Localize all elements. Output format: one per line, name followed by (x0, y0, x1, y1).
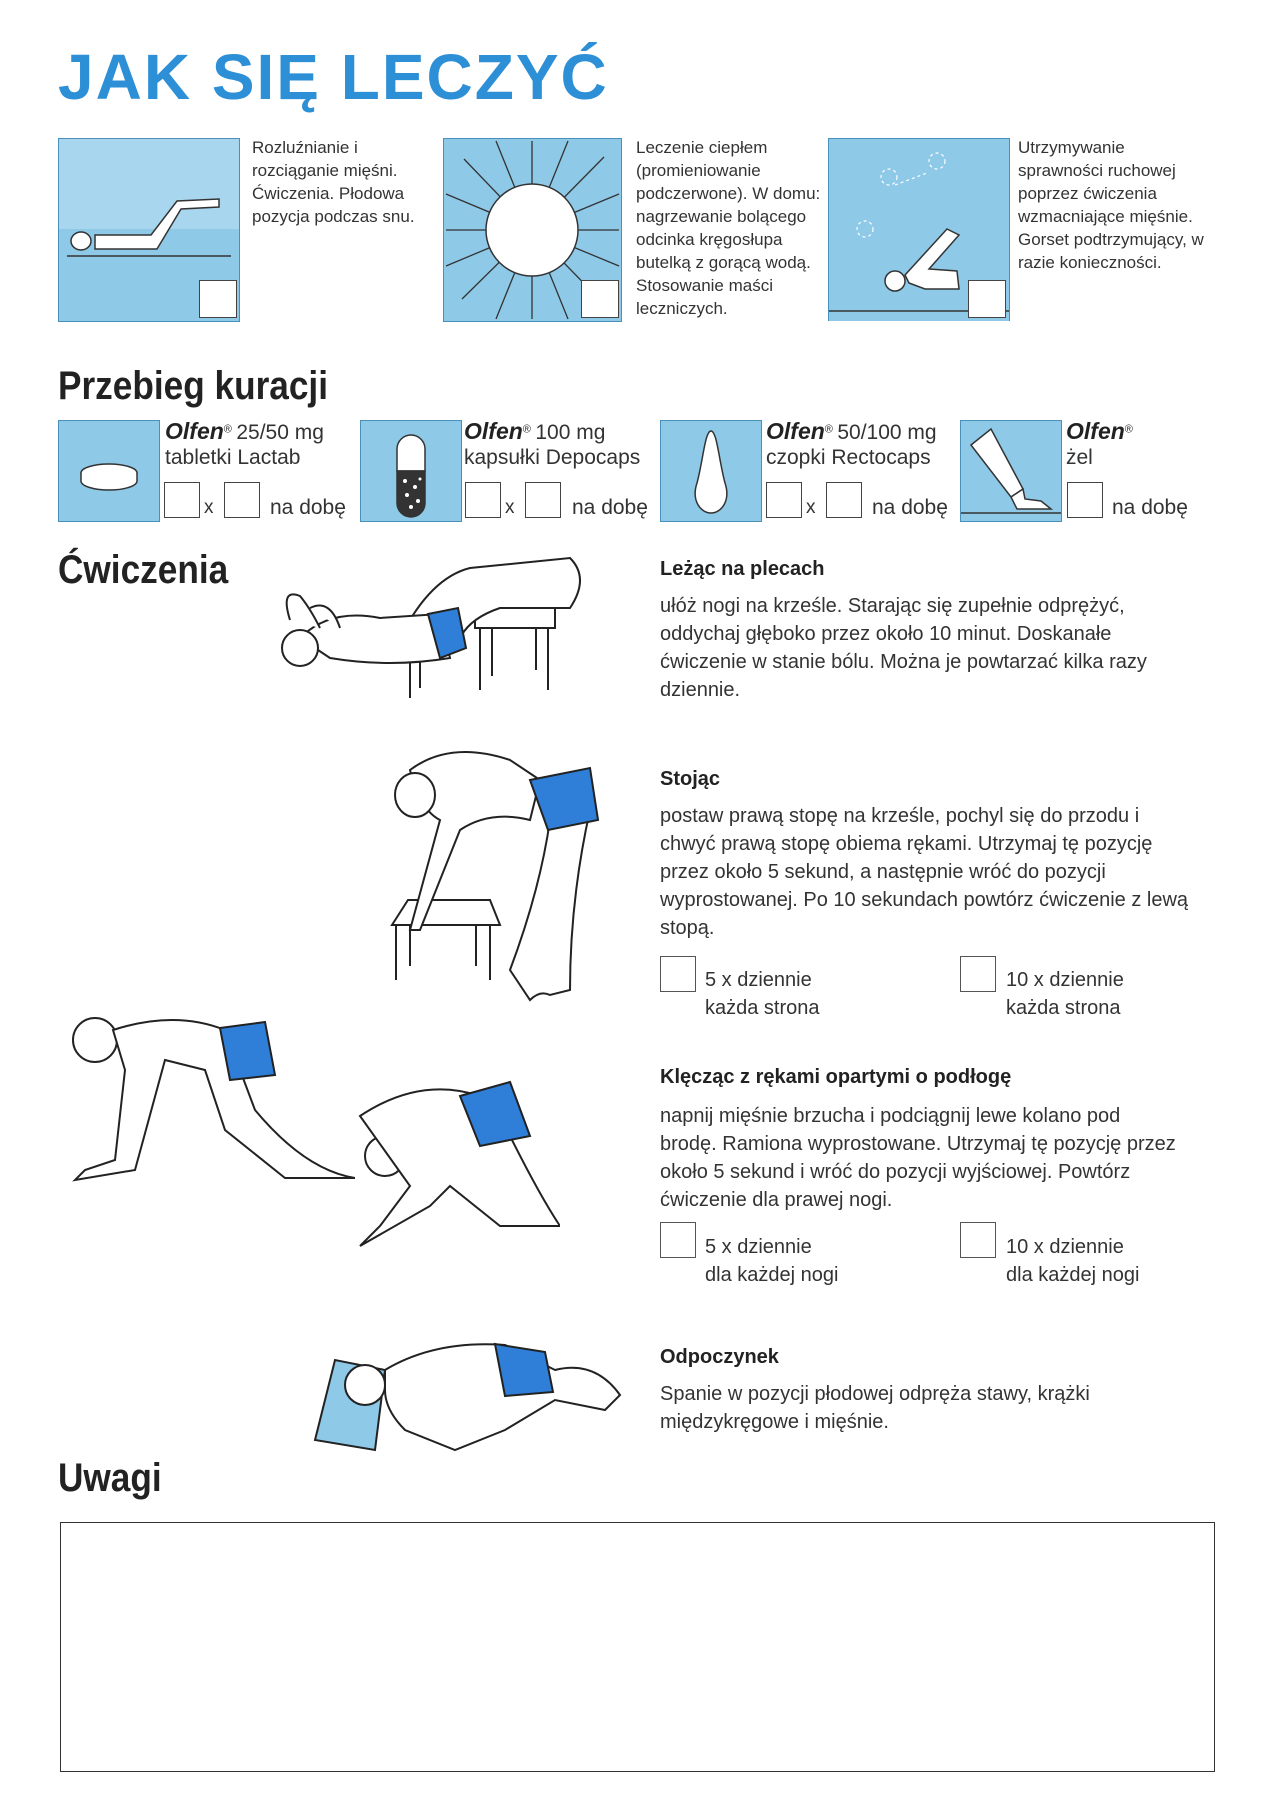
exercise-3-option-1-checkbox[interactable] (660, 1222, 696, 1258)
exercise-1-title: Leżąc na plecach (660, 558, 825, 580)
med-3-x: x (806, 497, 816, 518)
exercise-2-option-1-checkbox[interactable] (660, 956, 696, 992)
med-3-label (766, 418, 937, 445)
med-2-reg: ® (522, 423, 531, 436)
tablet-icon (59, 421, 159, 521)
gel-tube-icon (961, 421, 1061, 521)
exercise-3-title: Klęcząc z rękami opartymi o podłogę (660, 1066, 1012, 1088)
med-1-reg: ® (223, 423, 232, 436)
lying-legs-on-chair-illustration (270, 548, 610, 698)
notes-heading: Uwagi (58, 1456, 162, 1500)
knee-to-chin-illustration (340, 1076, 560, 1256)
med-4-form: żel (1066, 446, 1093, 469)
med-1-count-box[interactable] (164, 482, 200, 518)
exercise-1-text: ułóż nogi na krześle. Starając się zupełnie odprężyć, oddychaj głęboko przez około 10 minut. Doskanałe ćwiczenie w stanie bólu. Można je powtarzać kilka razy dziennie. (660, 595, 1147, 701)
med-4-label (1066, 418, 1133, 445)
suppository-icon (661, 421, 761, 521)
capsule-panel (360, 420, 462, 522)
exercise-4-title: Odpoczynek (660, 1346, 779, 1368)
treatment-text-2: Leczenie ciepłem (promieniowanie podczerwone). W domu: nagrzewanie bolącego odcinka kręgosłupa butelką z gorącą wodą. Stosowanie maści leczniczych. (636, 138, 821, 318)
med-2-label (464, 418, 605, 445)
exercise-2-option-1: 5 x dziennie każda strona (705, 969, 820, 1019)
med-4-brand: Olfen (1066, 418, 1125, 444)
med-1-x: x (204, 497, 214, 518)
capsule-icon (361, 421, 461, 521)
exercise-3-option-2: 10 x dziennie dla każdej nogi (1006, 1236, 1140, 1286)
tablet-panel (58, 420, 160, 522)
med-4-per-day: na dobę (1112, 496, 1188, 519)
med-1-form: tabletki Lactab (165, 446, 301, 469)
med-4-reg: ® (1124, 423, 1133, 436)
gel-panel (960, 420, 1062, 522)
med-3-dose: 50/100 mg (837, 421, 937, 444)
med-3-form: czopki Rectocaps (766, 446, 931, 469)
standing-foot-on-chair-illustration (380, 740, 630, 1010)
med-1-times-box[interactable] (224, 482, 260, 518)
med-2-times-box[interactable] (525, 482, 561, 518)
kneeling-all-fours-illustration (55, 1000, 355, 1190)
med-2-per-day: na dobę (572, 496, 648, 519)
med-1-brand: Olfen (165, 418, 224, 444)
med-2-dose: 100 mg (535, 421, 606, 444)
fetal-sleep-illustration (305, 1330, 625, 1460)
exercise-3-option-1: 5 x dziennie dla każdej nogi (705, 1236, 839, 1286)
treatment-checkbox-1[interactable] (199, 280, 237, 318)
course-heading: Przebieg kuracji (58, 364, 328, 408)
notes-box[interactable] (60, 1522, 1215, 1772)
med-2-form: kapsułki Depocaps (464, 446, 641, 469)
med-3-per-day: na dobę (872, 496, 948, 519)
treatment-checkbox-3[interactable] (968, 280, 1006, 318)
exercise-2-title: Stojąc (660, 768, 721, 790)
med-2-x: x (505, 497, 515, 518)
exercises-heading: Ćwiczenia (58, 548, 229, 592)
med-1-per-day: na dobę (270, 496, 346, 519)
med-3-brand: Olfen (766, 418, 825, 444)
exercise-2-option-2-checkbox[interactable] (960, 956, 996, 992)
med-1-label (165, 418, 324, 445)
med-4-count-box[interactable] (1067, 482, 1103, 518)
exercise-2-option-2: 10 x dziennie każda strona (1006, 969, 1124, 1019)
treatment-checkbox-2[interactable] (581, 280, 619, 318)
med-1-dose: 25/50 mg (236, 421, 324, 444)
med-2-count-box[interactable] (465, 482, 501, 518)
med-3-times-box[interactable] (826, 482, 862, 518)
med-2-brand: Olfen (464, 418, 523, 444)
med-3-count-box[interactable] (766, 482, 802, 518)
exercise-2-text: postaw prawą stopę na krześle, pochyl się do przodu i chwyć prawą stopę obiema rękami. Utrzymaj tę pozycję przez około 5 sekund, a następnie wróć do pozycji wyprostowanej. Po 10 sekundach powtórz ćwiczenie z lewą stopą. (660, 805, 1189, 939)
suppository-panel (660, 420, 762, 522)
med-3-reg: ® (824, 423, 833, 436)
exercise-3-option-2-checkbox[interactable] (960, 1222, 996, 1258)
treatment-text-1: Rozluźnianie i rozciąganie mięśni. Ćwiczenia. Płodowa pozycja podczas snu. (252, 138, 415, 226)
page-title: JAK SIĘ LECZYĆ (58, 41, 609, 113)
exercise-4-text: Spanie w pozycji płodowej odpręża stawy, krążki międzykręgowe i mięśnie. (660, 1383, 1090, 1433)
exercise-3-text: napnij mięśnie brzucha i podciągnij lewe kolano pod brodę. Ramiona wyprostowane. Utrzymaj tę pozycję przez około 5 sekund i wróć do pozycji wyjściowej. Powtórz ćwiczenie dla prawej nogi. (660, 1105, 1176, 1211)
treatment-text-3: Utrzymywanie sprawności ruchowej poprzez ćwiczenia wzmacniające mięśnie. Gorset podtrzymujący, w razie konieczności. (1018, 138, 1204, 272)
